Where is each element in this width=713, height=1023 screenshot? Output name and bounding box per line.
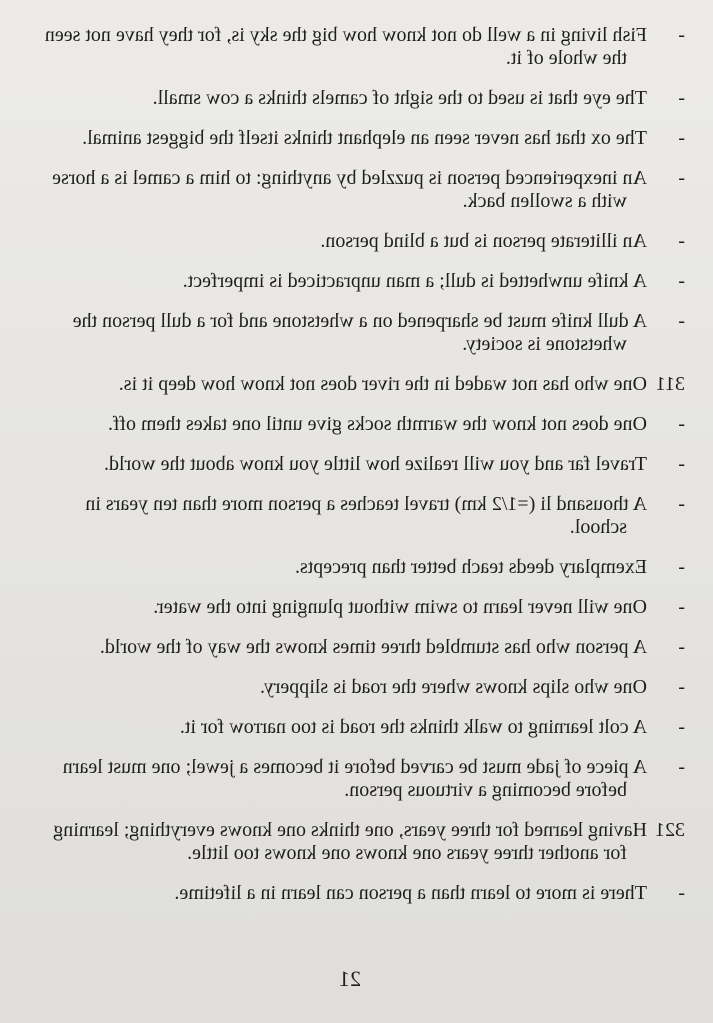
entry-marker: - xyxy=(678,87,685,109)
entry-marker: - xyxy=(678,676,685,698)
entry-text: Fish living in a well do not know how big the sky is, for they have not seen the whole of it. xyxy=(44,24,647,69)
entry-text: The eye that is used to the sight of camels thinks a cow small. xyxy=(152,87,647,109)
list-item xyxy=(39,716,685,739)
list-item xyxy=(39,453,685,476)
list-item xyxy=(39,819,685,865)
entry-marker: - xyxy=(678,453,685,475)
entry-text: A thousand li (=1/2 km) travel teaches a person more than ten years in school. xyxy=(85,493,647,538)
list-item xyxy=(39,676,685,699)
list-item xyxy=(39,596,685,619)
list-item xyxy=(39,87,685,110)
entry-marker: - xyxy=(678,310,685,332)
list-item xyxy=(39,636,685,659)
proverb-list xyxy=(39,24,685,922)
list-item xyxy=(39,127,685,150)
entry-text: Having learned for three years, one thinks one knows everything; learning for another three years one knows one knows too little. xyxy=(53,819,647,864)
entry-text: A person who has stumbled three times knows the way of the world. xyxy=(99,636,647,658)
entry-text: The ox that has never seen an elephant thinks itself the biggest animal. xyxy=(82,127,647,149)
entry-text: One will never learn to swim without plunging into the water. xyxy=(153,596,647,618)
list-item xyxy=(39,167,685,213)
entry-marker: - xyxy=(678,230,685,252)
entry-marker: - xyxy=(678,127,685,149)
list-item xyxy=(39,310,685,356)
list-item xyxy=(39,756,685,802)
entry-text: A dull knife must be sharpened on a whetstone and for a dull person the whetstone is society. xyxy=(72,310,647,355)
entry-marker: 321 xyxy=(655,819,685,841)
list-item xyxy=(39,373,685,396)
list-item xyxy=(39,413,685,436)
entry-marker: - xyxy=(678,270,685,292)
entry-text: An inexperienced person is puzzled by anything: to him a camel is a horse with a swollen back. xyxy=(52,167,647,212)
entry-marker: - xyxy=(678,636,685,658)
page-number: 21 xyxy=(339,966,361,991)
entry-text: Exemplary deeds teach better than precepts. xyxy=(294,556,647,578)
entry-text: A knife unwhetted is dull; a man unpracticed is imperfect. xyxy=(182,270,647,292)
list-item xyxy=(39,24,685,70)
entry-text: There is more to learn than a person can learn in a lifetime. xyxy=(174,882,647,904)
entry-text: One who slips knows where the road is slippery. xyxy=(260,676,647,698)
entry-marker: - xyxy=(678,556,685,578)
entry-marker: 311 xyxy=(655,373,685,395)
list-item xyxy=(39,230,685,253)
list-item xyxy=(39,882,685,905)
list-item xyxy=(39,556,685,579)
entry-marker: - xyxy=(678,882,685,904)
entry-text: One does not know the warmth socks give until one takes them off. xyxy=(108,413,647,435)
entry-marker: - xyxy=(678,716,685,738)
entry-text: A colt learning to walk thinks the road is too narrow for it. xyxy=(179,716,647,738)
entry-text: A piece of jade must be carved before it becomes a jewel; one must learn before becoming a virtuous person. xyxy=(62,756,647,801)
list-item xyxy=(39,270,685,293)
list-item xyxy=(39,493,685,539)
entry-marker: - xyxy=(678,756,685,778)
entry-marker: - xyxy=(678,167,685,189)
entry-text: One who has not waded in the river does not know how deep it is. xyxy=(118,373,647,395)
entry-marker: - xyxy=(678,413,685,435)
entry-marker: - xyxy=(678,493,685,515)
entry-marker: - xyxy=(678,24,685,46)
entry-text: Travel far and you will realize how little you know about the world. xyxy=(103,453,647,475)
entry-marker: - xyxy=(678,596,685,618)
entry-text: An illiterate person is but a blind person. xyxy=(320,230,647,252)
